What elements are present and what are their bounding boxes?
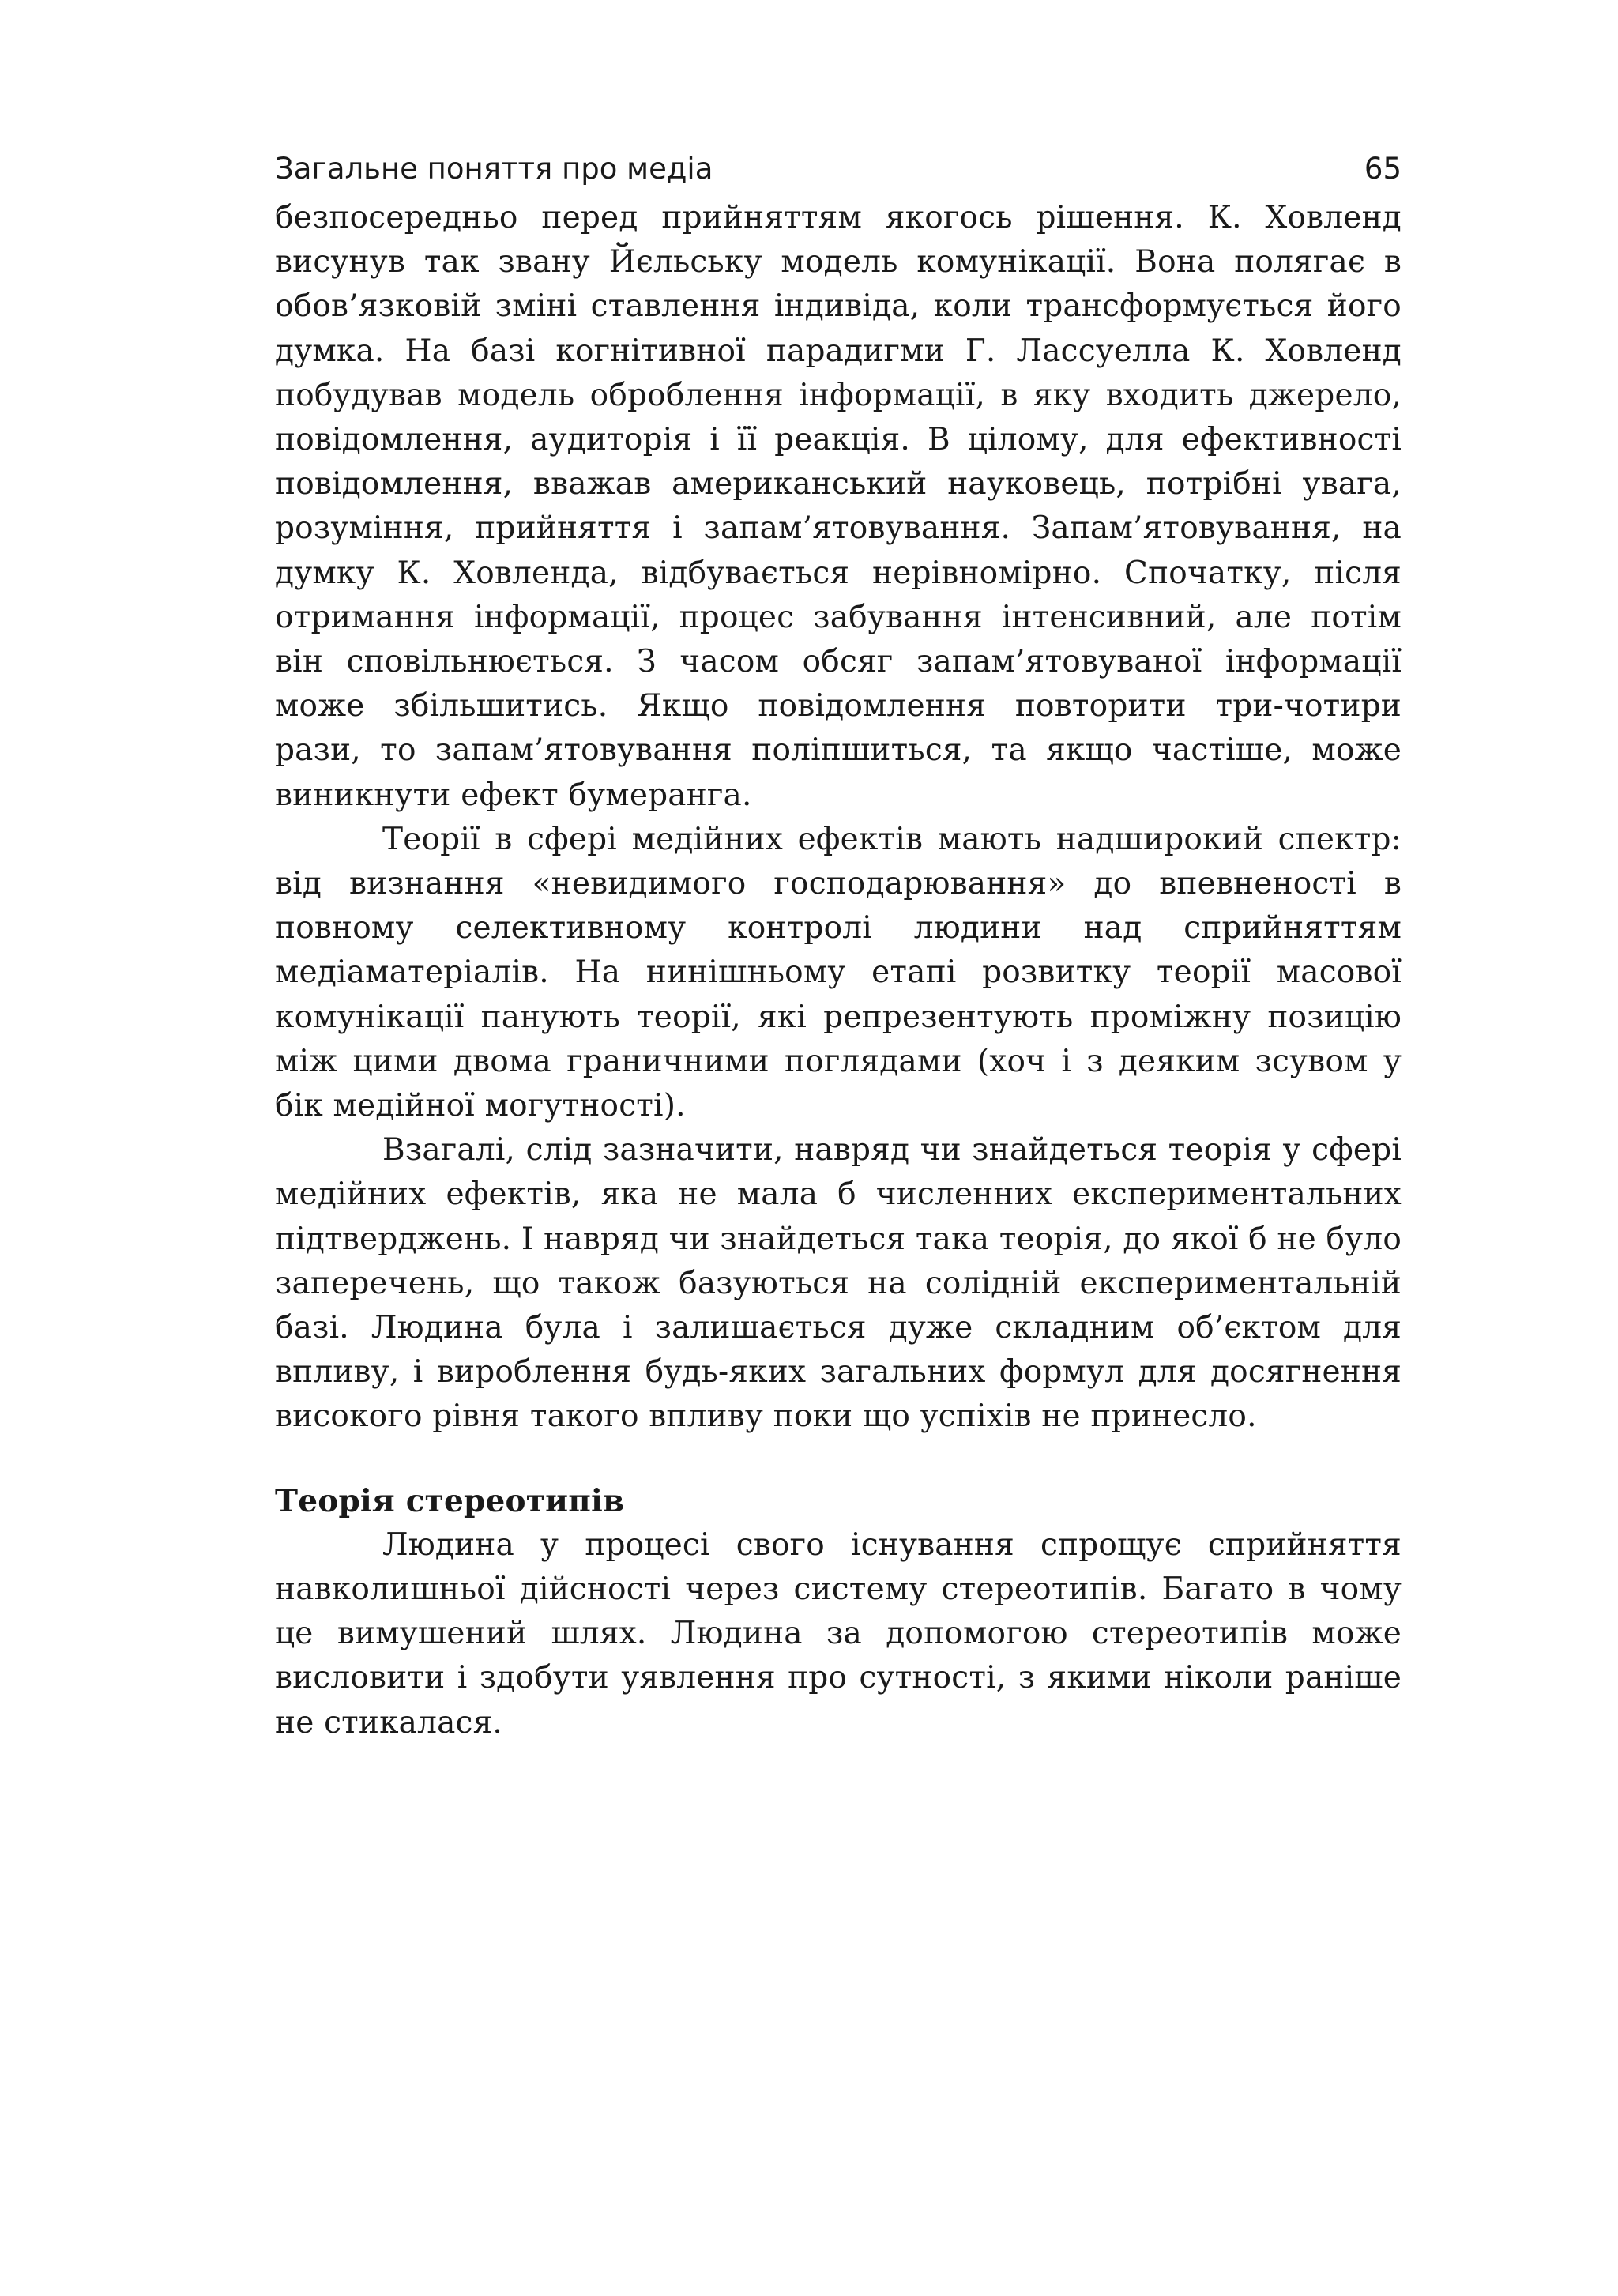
paragraph-continuation: безпосередньо перед прийняттям якогось рішення. К. Ховленд висунув так звану Йєльську модель комунікації. Вона полягає в обов’язковій зміні ставлення індивіда, коли трансформується його думка. На базі когнітивної парадигми Г. Лассуелла К. Ховленд побудував модель оброблення інформації, в яку входить джерело, повідомлення, аудиторія і її реакція. В цілому, для ефективності повідомлення, вважав американський науковець, потрібні увага, розуміння, прийняття і запам’ятовування. Запам’ятовування, на думку К. Ховленда, відбувається нерівномірно. Спочатку, після отримання інформації, процес забування інтенсивний, але потім він сповільнюється. З часом обсяг запам’ятовуваної інформації може збільшитись. Якщо повідомлення повторити три-чотири рази, то запам’ятовування поліпшиться, та якщо частіше, може виникнути ефект бумеранга.	[275, 200, 1402, 813]
paragraph-media-effects-spectrum: Теорії в сфері медійних ефектів мають надширокий спектр: від визнання «невидимого господарювання» до впевненості в повному селективному контролі людини над сприйняттям медіаматеріалів. На нинішньому етапі розвитку теорії масової комунікації панують теорії, які репрезентують проміжну позицію між цими двома граничними поглядами (хоч і з деяким зсувом у бік медійної могутності).	[275, 821, 1402, 1124]
page-number: 65	[1364, 152, 1402, 186]
book-page	[275, 150, 1402, 1745]
running-header	[275, 150, 1402, 188]
paragraph-stereotypes: Людина у процесі свого існування спрощує сприйняття навколишньої дійсності через систему стереотипів. Багато в чому це вимушений шлях. Людина за допомогою стереотипів може висловити і здобути уявлення про сутності, з якими ніколи раніше не стикалася.	[275, 1526, 1402, 1741]
body-text	[275, 196, 1402, 1745]
running-title: Загальне поняття про медіа	[275, 152, 713, 186]
section-heading: Теорія стереотипів	[275, 1482, 625, 1519]
paragraph-experimental-evidence: Взагалі, слід зазначити, навряд чи знайдеться теорія у сфері медійних ефектів, яка не мала б численних експериментальних підтверджень. І навряд чи знайдеться така теорія, до якої б не було заперечень, що також базуються на солідній експериментальній базі. Людина була і залишається дуже складним об’єктом для впливу, і вироблення будь-яких загальних формул для досягнення високого рівня такого впливу поки що успіхів не принесло.	[275, 1132, 1402, 1435]
